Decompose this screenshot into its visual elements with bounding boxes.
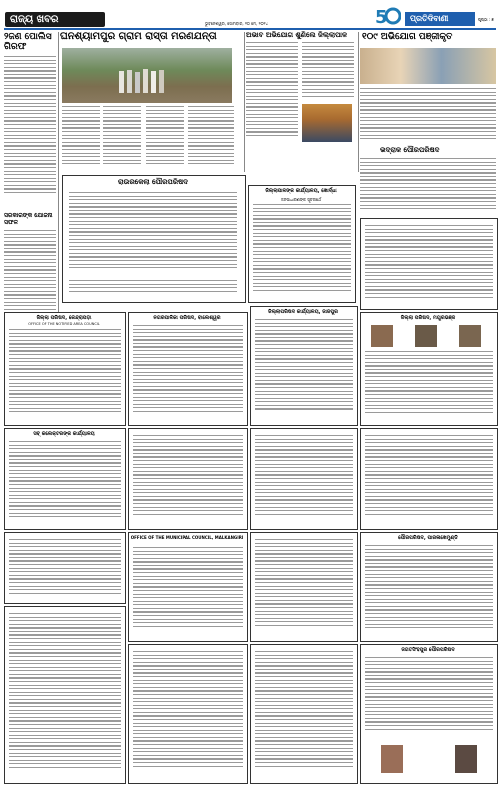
tender6-title-en: OFFICE OF THE MUNICIPAL COUNCIL, MALKANGIRI [130,535,244,540]
tender2-body [133,325,243,421]
svg-text:5: 5 [375,7,388,28]
person-photo [455,745,477,773]
col4-mid-body [360,158,496,214]
tender14-body [133,651,243,779]
right-col-notice [360,218,498,310]
tender15-body [255,651,353,779]
tender-notice-7 [250,428,358,530]
tender-notice-16 [360,644,498,784]
right-col-notice-body [365,225,493,305]
tender13-body [9,613,121,779]
tender-notice-12 [360,532,498,642]
tender8-title: ଜଗତସିଂହପୁର ପୌରପରିଷଦ [401,647,455,653]
center-notice-title: ରାଉରକେଲା ପୌରପରିଷଦ [117,178,188,186]
col1-story [4,30,56,330]
tender10-body [133,547,243,637]
tender1-subtitle-en: OFFICE OF THE NOTIFIED AREA COUNCIL [28,322,100,326]
tender6-body [133,435,243,525]
tender5-body [9,441,121,525]
main-story-body-col-c [146,106,184,168]
left-story2-headline: ସରକାରଙ୍କ ଯୋଜନା ସଫଳ [4,212,53,226]
tender-notice-9 [4,532,126,604]
section-title: ରାଜ୍ୟ ଖବର [10,14,59,25]
col3-body-left [246,42,298,142]
right-mid-notice-body [253,204,351,298]
person-photo [415,325,437,347]
tender5-title: ସବ୍ କଲେକ୍ଟରଙ୍କ କାର୍ଯ୍ୟାଳୟ [33,431,95,437]
tender-notice-1 [4,312,126,426]
tender3-title: ଜିଲ୍ଲାପରିଷଦ କାର୍ଯ୍ୟାଳୟ, ଜାଜପୁର [268,309,338,315]
col-divider [58,32,59,332]
col1-body-text [4,56,56,198]
person-photo [381,745,403,773]
tender-notice-5 [4,428,126,530]
col4-photo [360,48,496,84]
tender8-body [365,435,493,525]
tender9-body [9,539,121,599]
col3-headline: ଅଭାବ ଅଭିଯୋଗ ଶୁଣିଲେ ଜିଲ୍ଲାପାଳ [246,31,348,39]
tender-notice-14 [128,644,248,784]
main-story-body-col-d [188,106,234,168]
tender11-body [255,539,353,637]
tender1-body [9,329,121,421]
tender4-body [365,351,493,421]
col-divider [358,32,359,172]
col4-headline: ୧୦୯ ଅଭିଯୋଗ ପଞ୍ଜୀକୃତ [362,32,453,42]
right-mid-notice-title: ଜିଲ୍ଲାପାଳଙ୍କ କାର୍ଯ୍ୟାଳୟ, ଖୋର୍ଦ୍ଧା [265,188,337,194]
col3-body-right [302,42,354,102]
tender-notice-3 [250,306,358,426]
paper-name: ପ୍ରତିଦିବାଣୀ [410,14,449,23]
main-story-body-col-b [103,106,141,168]
main-story-body-col-a [62,106,100,168]
person-photo [371,325,393,347]
tender12-body [365,545,493,637]
center-notice-signature [69,280,237,298]
tender1-title: ଜିଲ୍ଲା ପରିଷଦ, କେନ୍ଦ୍ରାପଡ଼ା [36,315,92,321]
masthead [0,0,500,30]
tender4-photos [371,325,481,347]
person-photo [459,325,481,347]
tender-notice-10 [128,532,248,642]
col-divider [244,32,245,172]
tender16-body [365,657,493,741]
tender-notice-11 [250,532,358,642]
tender-notice-4 [360,312,498,426]
tender-notice-15 [250,644,358,784]
col1-headline: ୨ଜଣ ପୋଲିସ ଗିରଫ [4,32,52,52]
tender-notice-13 [4,606,126,784]
right-mid-notice [248,185,356,303]
col4-body [360,88,496,144]
tender2-title: ନଗରପାଳିକା ପରିଷଦ, ବାଲେଶ୍ୱର [153,315,221,321]
date-line: ଭୁବନେଶ୍ୱର, ସୋମବାର, ୨୦ ମେ, ୨୦୨୪ [205,21,269,26]
right-mid-notice-subtitle: ଜନସାଧାରଣଙ୍କ ସୂଚନାର୍ଥେ [281,197,321,202]
tender-notice-8 [360,428,498,530]
anniversary-logo [373,3,401,29]
road-photo-people [115,65,170,95]
main-story-headline: ଘନଶ୍ୟାମପୁର ଗ୍ରାମ ରାସ୍ତା ମରଣଯନ୍ତା [60,31,217,42]
tender-notice-6 [128,428,248,530]
center-notice-body [69,192,237,276]
center-notice [62,175,246,303]
col3-photo [302,104,352,142]
tender3-body [255,319,353,421]
tender7-body [255,435,353,525]
tender4-title: ଜିଲ୍ଲା ପରିଷଦ, ମୟୂରଭଞ୍ଜ [400,315,456,321]
col4-mid-headline: ଭଦ୍ରାକ ପୌରପରିଷଦ [380,146,440,154]
page-label: ପୃଷ୍ଠା : ୭ [478,17,494,22]
tender7-title: ପୌରପରିଷଦ, ପାରଳାଖେମୁଣ୍ଡି [398,535,458,541]
tender-notice-2 [128,312,248,426]
